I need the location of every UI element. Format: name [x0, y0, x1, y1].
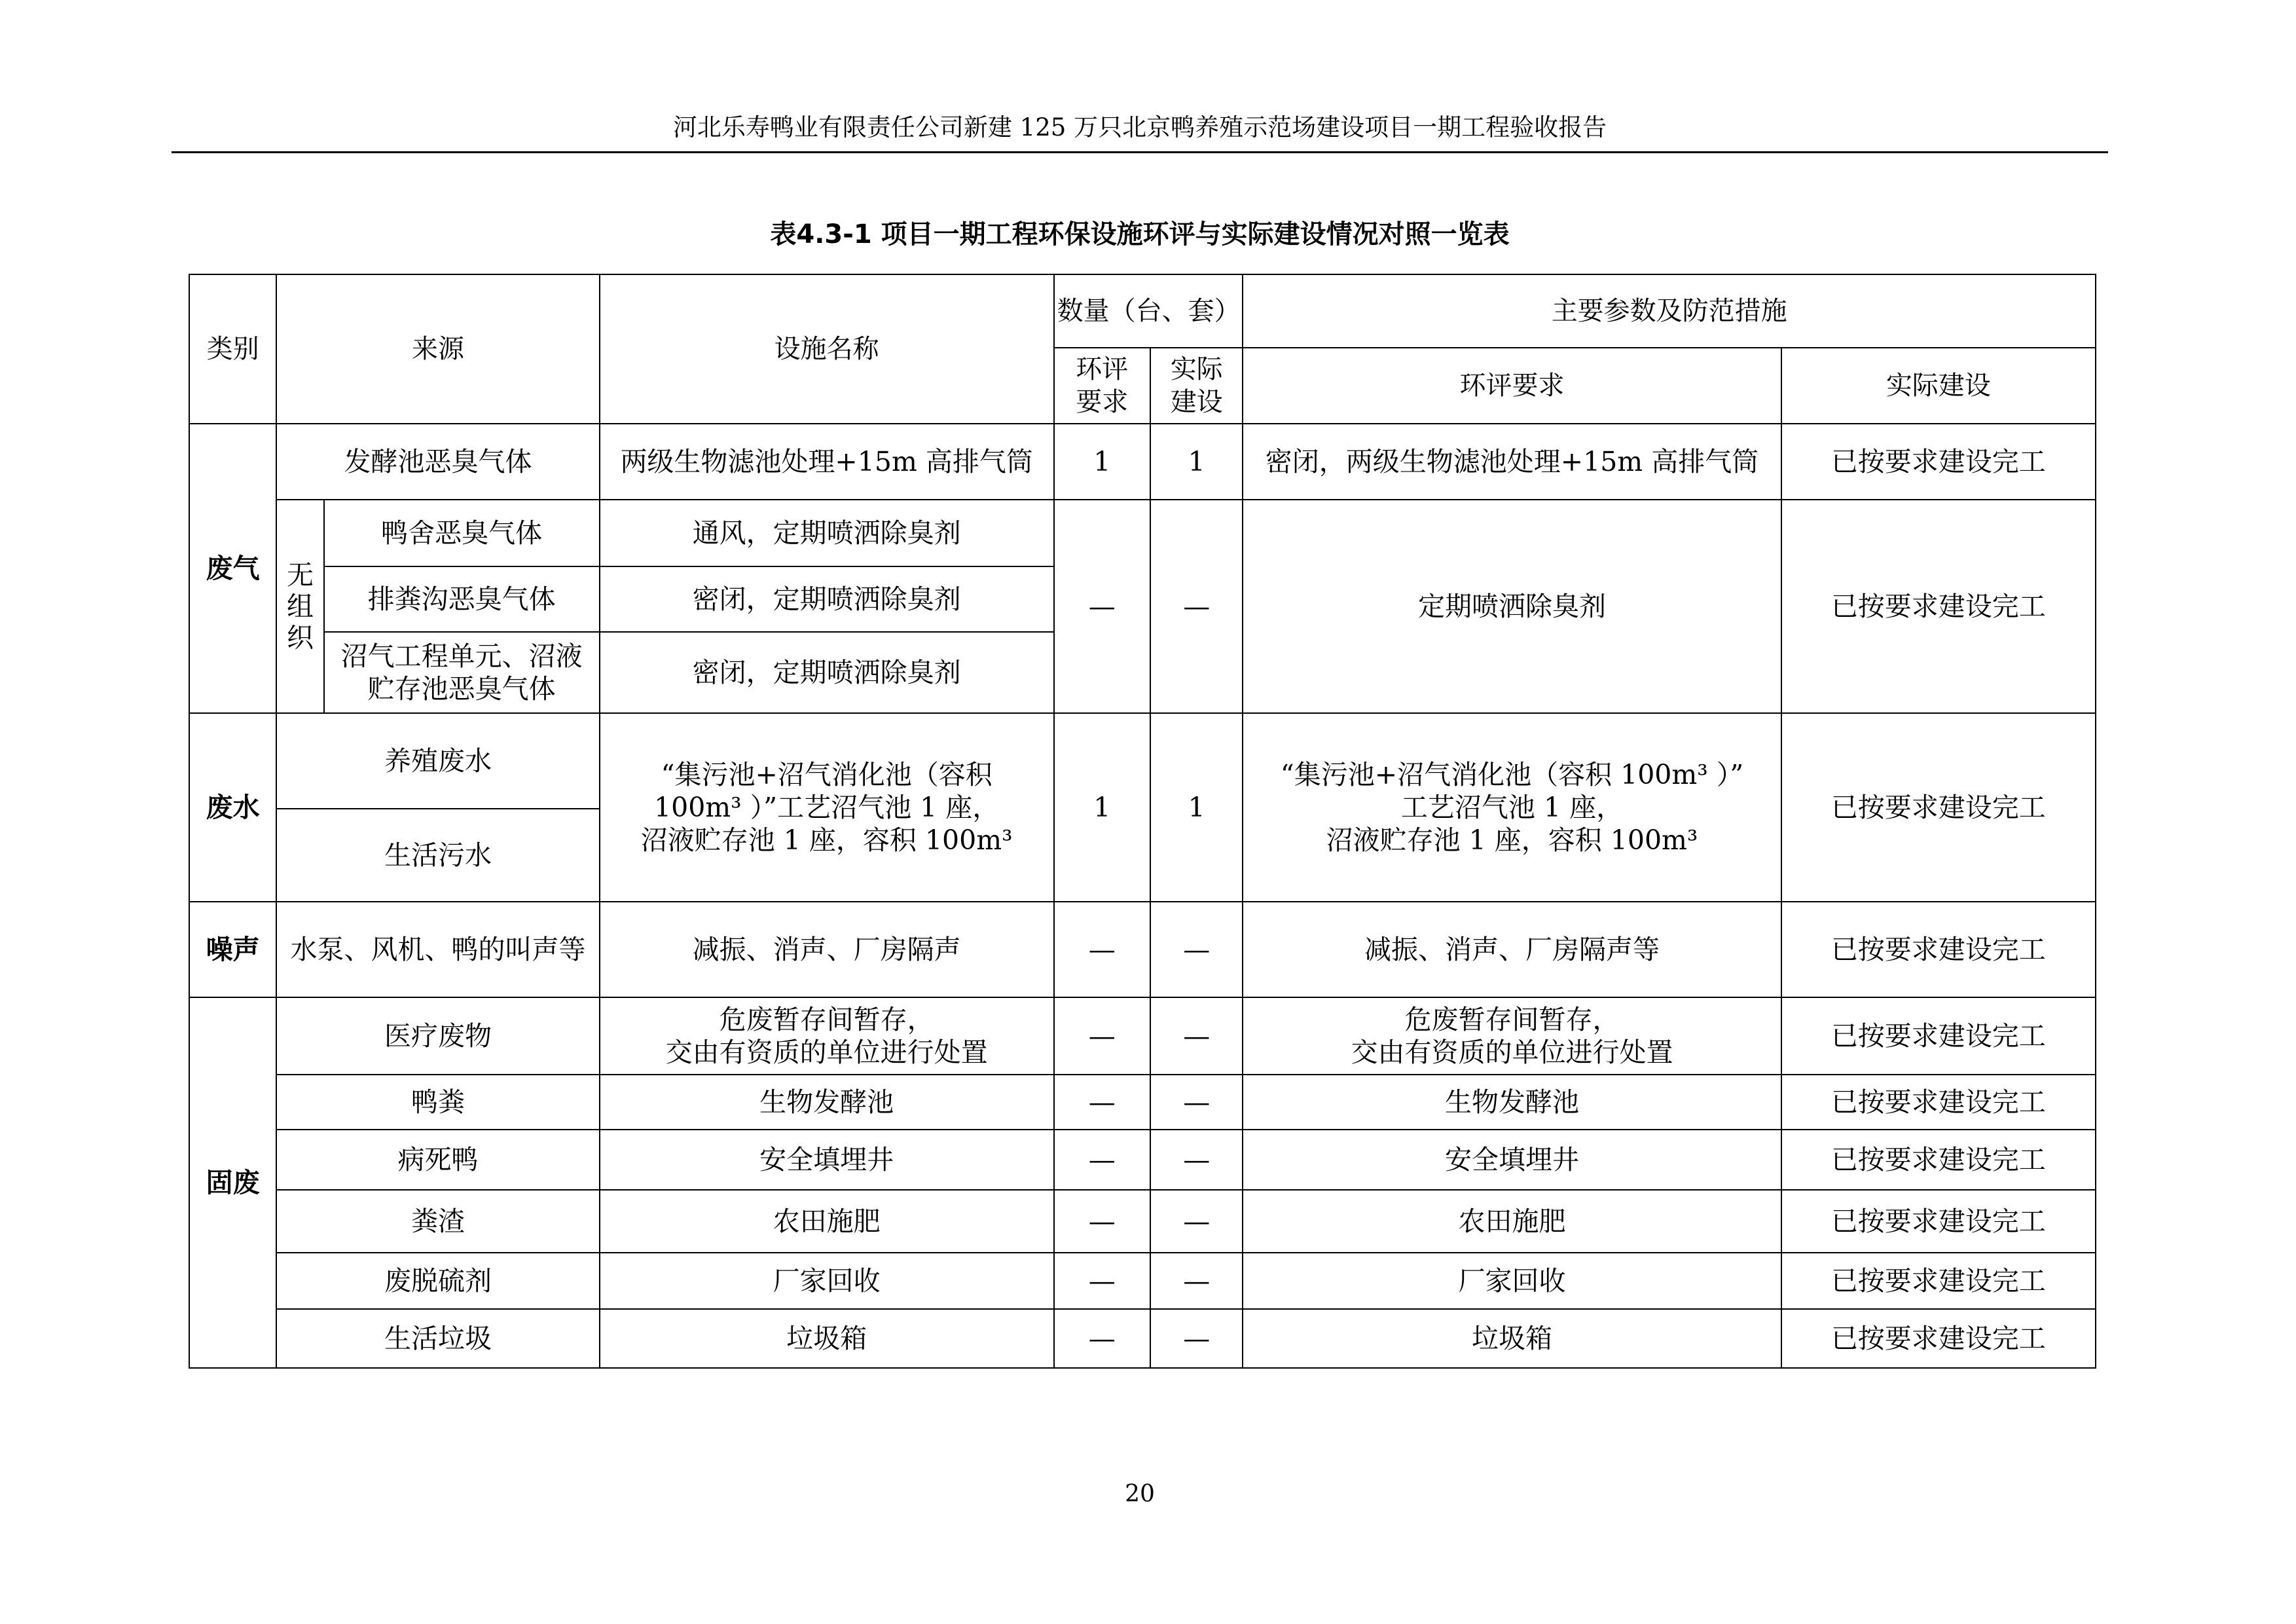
- source-cell: 生活污水: [276, 809, 599, 902]
- qty-actual-cell: —: [1150, 1253, 1243, 1309]
- qty-actual-cell: —: [1150, 1075, 1243, 1130]
- actual-cell: 已按要求建设完工: [1781, 424, 2096, 500]
- source-cell: 粪渣: [276, 1190, 599, 1253]
- eia-req-cell: 定期喷洒除臭剂: [1243, 500, 1781, 713]
- qty-eia-cell: —: [1054, 1309, 1150, 1368]
- qty-actual-cell: —: [1150, 902, 1243, 997]
- source-line: 沼气工程单元、沼液: [340, 640, 583, 672]
- table-row: [189, 997, 2096, 1075]
- actual-cell: 已按要求建设完工: [1781, 1075, 2096, 1130]
- table-row: [189, 500, 2096, 566]
- qty-actual-cell: 1: [1150, 424, 1243, 500]
- qty-eia-cell: —: [1054, 1130, 1150, 1190]
- category-cell-noise: 噪声: [189, 902, 276, 997]
- qty-eia-cell: —: [1054, 1253, 1150, 1309]
- header-qty-eia: [1054, 348, 1150, 424]
- qty-eia-cell: 1: [1054, 424, 1150, 500]
- category-cell-solid: 固废: [189, 997, 276, 1368]
- source-cell: 废脱硫剂: [276, 1253, 599, 1309]
- facility-cell: 通风，定期喷洒除臭剂: [600, 500, 1054, 566]
- unorganized-char: 无: [286, 559, 314, 591]
- qty-eia-cell: 1: [1054, 713, 1150, 902]
- source-cell: 鸭舍恶臭气体: [324, 500, 600, 566]
- facility-cell: 厂家回收: [600, 1253, 1054, 1309]
- unorganized-char: 组: [286, 591, 314, 622]
- header-quantity: 数量（台、套）: [1054, 274, 1243, 348]
- header-facility: 设施名称: [600, 274, 1054, 424]
- facility-cell: 安全填埋井: [600, 1130, 1054, 1190]
- header-category: 类别: [189, 274, 276, 424]
- facility-cell: 垃圾箱: [600, 1309, 1054, 1368]
- actual-cell: 已按要求建设完工: [1781, 500, 2096, 713]
- facility-cell: 减振、消声、厂房隔声: [600, 902, 1054, 997]
- qty-actual-cell: —: [1150, 1190, 1243, 1253]
- eia-req-cell: 安全填埋井: [1243, 1130, 1781, 1190]
- actual-cell: 已按要求建设完工: [1781, 713, 2096, 902]
- eia-req-line: 危废暂存间暂存，: [1404, 1004, 1620, 1035]
- qty-actual-cell: —: [1150, 1130, 1243, 1190]
- eia-req-cell: 减振、消声、厂房隔声等: [1243, 902, 1781, 997]
- qty-eia-cell: —: [1054, 902, 1150, 997]
- table-row: [189, 713, 2096, 809]
- source-cell: 病死鸭: [276, 1130, 599, 1190]
- eia-req-line: 工艺沼气池 1 座，: [1400, 792, 1624, 823]
- facility-line: 100m³ ）”工艺沼气池 1 座，: [654, 792, 1000, 823]
- facility-line: “集污池+沼气消化池（容积: [661, 759, 993, 790]
- eia-req-cell: 农田施肥: [1243, 1190, 1781, 1253]
- facility-cell: 密闭，定期喷洒除臭剂: [600, 566, 1054, 632]
- header-qty-actual-line: 建设: [1170, 387, 1223, 417]
- header-source: 来源: [276, 274, 599, 424]
- table-caption: 表4.3-1 项目一期工程环保设施环评与实际建设情况对照一览表: [770, 219, 1510, 249]
- unorganized-char: 织: [286, 622, 314, 654]
- facility-cell: 密闭，定期喷洒除臭剂: [600, 632, 1054, 713]
- qty-actual-cell: —: [1150, 997, 1243, 1075]
- table-row: [189, 424, 2096, 500]
- source-cell: [324, 632, 600, 713]
- header-qty-eia-line: 要求: [1076, 387, 1129, 417]
- eia-req-cell: 垃圾箱: [1243, 1309, 1781, 1368]
- eia-req-cell: [1243, 997, 1781, 1075]
- facility-cell: 生物发酵池: [600, 1075, 1054, 1130]
- source-cell: 鸭粪: [276, 1075, 599, 1130]
- header-qty-actual: [1150, 348, 1243, 424]
- unorganized-label: [276, 500, 323, 713]
- qty-actual-cell: 1: [1150, 713, 1243, 902]
- eia-req-cell: [1243, 713, 1781, 902]
- qty-actual-cell: —: [1150, 500, 1243, 713]
- running-header: 河北乐寿鸭业有限责任公司新建 125 万只北京鸭养殖示范场建设项目一期工程验收报告: [672, 113, 1607, 141]
- qty-eia-cell: —: [1054, 1190, 1150, 1253]
- header-qty-actual-line: 实际: [1170, 354, 1223, 384]
- facility-cell: [600, 713, 1054, 902]
- facility-line: 危废暂存间暂存，: [719, 1004, 934, 1035]
- header-eia-req: 环评要求: [1243, 348, 1781, 424]
- source-cell: 发酵池恶臭气体: [276, 424, 599, 500]
- source-cell: 水泵、风机、鸭的叫声等: [276, 902, 599, 997]
- eia-req-cell: 生物发酵池: [1243, 1075, 1781, 1130]
- table-row: [189, 902, 2096, 997]
- eia-req-cell: 厂家回收: [1243, 1253, 1781, 1309]
- header-rule: [172, 151, 2108, 153]
- qty-actual-cell: —: [1150, 1309, 1243, 1368]
- eia-req-line: 交由有资质的单位进行处置: [1351, 1037, 1673, 1068]
- table-row: [189, 1309, 2096, 1368]
- actual-cell: 已按要求建设完工: [1781, 1190, 2096, 1253]
- actual-cell: 已按要求建设完工: [1781, 902, 2096, 997]
- comparison-table: [189, 274, 2096, 1369]
- table-row: [189, 1075, 2096, 1130]
- qty-eia-cell: —: [1054, 997, 1150, 1075]
- header-row-1: [189, 274, 2096, 348]
- facility-line: 沼液贮存池 1 座，容积 100m³: [640, 824, 1013, 856]
- table-row: [189, 1130, 2096, 1190]
- header-actual-build: 实际建设: [1781, 348, 2096, 424]
- eia-req-line: “集污池+沼气消化池（容积 100m³ ）”: [1280, 759, 1744, 790]
- header-measures: 主要参数及防范措施: [1243, 274, 2096, 348]
- actual-cell: 已按要求建设完工: [1781, 1130, 2096, 1190]
- facility-cell: [600, 997, 1054, 1075]
- source-cell: 排粪沟恶臭气体: [324, 566, 600, 632]
- source-cell: 生活垃圾: [276, 1309, 599, 1368]
- table-row: [189, 1253, 2096, 1309]
- table-row: [189, 1190, 2096, 1253]
- facility-cell: 两级生物滤池处理+15m 高排气筒: [600, 424, 1054, 500]
- facility-line: 交由有资质的单位进行处置: [665, 1037, 988, 1068]
- qty-eia-cell: —: [1054, 500, 1150, 713]
- actual-cell: 已按要求建设完工: [1781, 1253, 2096, 1309]
- source-cell: 医疗废物: [276, 997, 599, 1075]
- source-line: 贮存池恶臭气体: [367, 673, 556, 705]
- eia-req-line: 沼液贮存池 1 座，容积 100m³: [1326, 824, 1698, 856]
- header-qty-eia-line: 环评: [1076, 354, 1129, 384]
- facility-cell: 农田施肥: [600, 1190, 1054, 1253]
- eia-req-cell: 密闭，两级生物滤池处理+15m 高排气筒: [1243, 424, 1781, 500]
- source-cell: 养殖废水: [276, 713, 599, 809]
- actual-cell: 已按要求建设完工: [1781, 1309, 2096, 1368]
- category-cell-water: 废水: [189, 713, 276, 902]
- category-cell-gas: 废气: [189, 424, 276, 713]
- actual-cell: 已按要求建设完工: [1781, 997, 2096, 1075]
- qty-eia-cell: —: [1054, 1075, 1150, 1130]
- page-number: 20: [1125, 1481, 1155, 1507]
